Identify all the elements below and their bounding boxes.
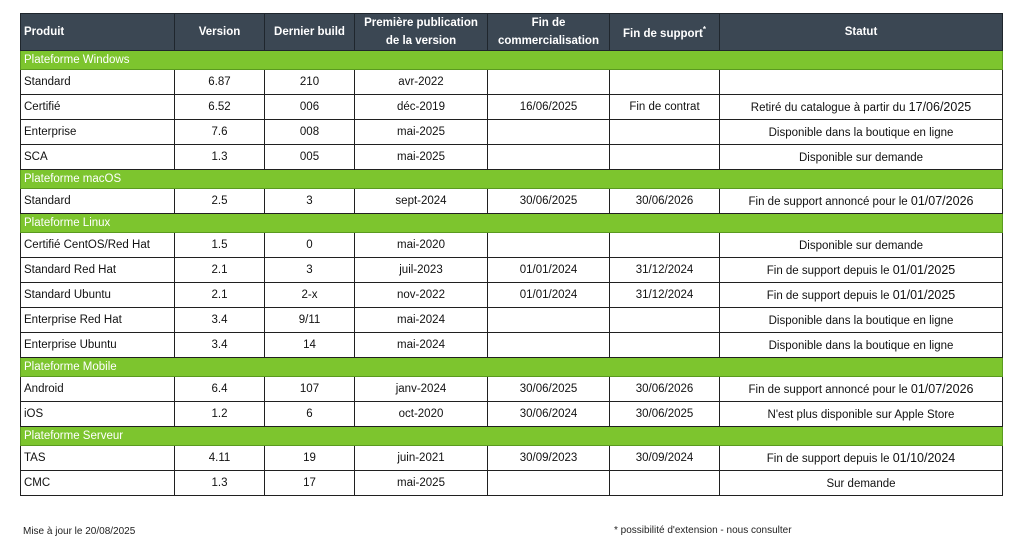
cell-fin-support [610,70,720,95]
table-row [21,233,1003,258]
table-row [21,446,1003,471]
cell-fin-commercialisation [488,233,610,258]
cell-fin-commercialisation: 01/01/2024 [488,258,610,283]
cell-statut [720,333,1003,358]
header-fin-support [610,14,720,51]
cell-build: 9/11 [265,308,355,333]
cell-statut [720,308,1003,333]
statut-text: Fin de support annoncé pour le [748,384,911,396]
statut-text: N'est plus disponible sur Apple Store [767,409,955,421]
cell-build: 107 [265,377,355,402]
cell-fin-commercialisation [488,145,610,170]
table-row [21,283,1003,308]
group-label: Plateforme macOS [21,170,1003,189]
cell-fin-commercialisation: 30/06/2024 [488,402,610,427]
cell-publication: mai-2025 [355,120,488,145]
header-publication-line1: Première publication [364,17,478,29]
cell-produit: TAS [21,446,175,471]
table-row [21,258,1003,283]
cell-fin-support [610,471,720,496]
cell-publication: oct-2020 [355,402,488,427]
header-version: Version [175,14,265,51]
cell-publication: juil-2023 [355,258,488,283]
table-row [21,402,1003,427]
cell-fin-support [610,333,720,358]
statut-text: Sur demande [826,478,896,490]
cell-publication: mai-2025 [355,471,488,496]
table-row [21,377,1003,402]
header-produit: Produit [21,14,175,51]
statut-text: Disponible dans la boutique en ligne [768,315,954,327]
statut-text: Disponible dans la boutique en ligne [768,340,954,352]
statut-text: Fin de support depuis le [766,290,893,302]
statut-date: 01/07/2026 [910,382,974,396]
cell-fin-commercialisation: 30/06/2025 [488,189,610,214]
cell-build: 3 [265,258,355,283]
cell-version: 6.4 [175,377,265,402]
cell-produit: Android [21,377,175,402]
header-support-footnote-mark: * [702,25,706,35]
cell-produit: Enterprise Ubuntu [21,333,175,358]
cell-produit: CMC [21,471,175,496]
table-row [21,471,1003,496]
table-row [21,308,1003,333]
cell-fin-support [610,145,720,170]
cell-publication: avr-2022 [355,70,488,95]
cell-version: 2.1 [175,283,265,308]
cell-fin-commercialisation: 30/06/2025 [488,377,610,402]
group-label: Plateforme Linux [21,214,1003,233]
cell-version: 2.5 [175,189,265,214]
cell-build: 008 [265,120,355,145]
table-row [21,333,1003,358]
cell-statut [720,471,1003,496]
cell-publication: mai-2020 [355,233,488,258]
cell-version: 2.1 [175,258,265,283]
header-fin-line2: commercialisation [498,35,599,47]
cell-fin-support [610,233,720,258]
cell-publication: janv-2024 [355,377,488,402]
cell-fin-commercialisation: 30/09/2023 [488,446,610,471]
group-label: Plateforme Serveur [21,427,1003,446]
cell-statut [720,377,1003,402]
cell-version: 1.2 [175,402,265,427]
cell-fin-support: 30/06/2026 [610,377,720,402]
cell-version: 1.3 [175,145,265,170]
cell-build: 006 [265,95,355,120]
statut-date: 01/10/2024 [892,451,956,465]
cell-publication: mai-2025 [355,145,488,170]
group-label: Plateforme Mobile [21,358,1003,377]
statut-text: Retiré du catalogue à partir du [750,102,909,114]
statut-text: Fin de support annoncé pour le [748,196,911,208]
cell-statut [720,233,1003,258]
group-row-mobile [21,358,1003,377]
cell-build: 2-x [265,283,355,308]
cell-version: 6.52 [175,95,265,120]
header-publication-line2: de la version [385,35,457,47]
cell-version: 1.3 [175,471,265,496]
cell-produit: iOS [21,402,175,427]
cell-produit: Certifié CentOS/Red Hat [21,233,175,258]
cell-build: 005 [265,145,355,170]
cell-fin-commercialisation [488,70,610,95]
cell-publication: déc-2019 [355,95,488,120]
cell-build: 17 [265,471,355,496]
statut-text: Fin de support depuis le [766,265,893,277]
cell-statut [720,446,1003,471]
header-statut: Statut [720,14,1003,51]
cell-produit: Enterprise [21,120,175,145]
cell-publication: mai-2024 [355,308,488,333]
statut-date: 01/01/2025 [892,288,956,302]
product-support-table-container [20,13,1002,496]
cell-produit: Certifié [21,95,175,120]
cell-produit: Standard Ubuntu [21,283,175,308]
cell-build: 6 [265,402,355,427]
cell-fin-commercialisation [488,471,610,496]
cell-publication: nov-2022 [355,283,488,308]
cell-produit: Enterprise Red Hat [21,308,175,333]
cell-statut [720,283,1003,308]
table-row [21,70,1003,95]
cell-fin-support: 31/12/2024 [610,283,720,308]
cell-fin-commercialisation: 16/06/2025 [488,95,610,120]
table-row [21,95,1003,120]
cell-fin-commercialisation: 01/01/2024 [488,283,610,308]
header-build: Dernier build [265,14,355,51]
cell-statut [720,70,1003,95]
product-support-table [20,13,1003,496]
header-fin-commercialisation [488,14,610,51]
cell-statut [720,120,1003,145]
cell-produit: SCA [21,145,175,170]
cell-statut [720,402,1003,427]
cell-fin-commercialisation [488,333,610,358]
group-label: Plateforme Windows [21,51,1003,70]
header-fin-line1: Fin de [531,17,566,29]
support-extension-footnote: * possibilité d'extension - nous consulter [614,525,792,536]
header-publication [355,14,488,51]
table-row [21,189,1003,214]
cell-build: 14 [265,333,355,358]
cell-version: 3.4 [175,308,265,333]
cell-build: 0 [265,233,355,258]
header-support-label: Fin de support [623,27,703,40]
statut-text: Disponible sur demande [798,240,924,252]
group-row-macos [21,170,1003,189]
cell-version: 7.6 [175,120,265,145]
statut-text: Disponible dans la boutique en ligne [768,127,954,139]
statut-text: Fin de support depuis le [766,453,893,465]
cell-statut [720,189,1003,214]
cell-fin-support [610,308,720,333]
cell-produit: Standard [21,189,175,214]
statut-date: 01/01/2025 [892,263,956,277]
cell-build: 210 [265,70,355,95]
cell-fin-support: 30/09/2024 [610,446,720,471]
cell-publication: juin-2021 [355,446,488,471]
cell-statut [720,258,1003,283]
cell-fin-support [610,120,720,145]
statut-date: 01/07/2026 [910,194,974,208]
statut-text: Disponible sur demande [798,152,924,164]
table-row [21,120,1003,145]
group-row-serveur [21,427,1003,446]
cell-version: 3.4 [175,333,265,358]
cell-fin-support: Fin de contrat [610,95,720,120]
cell-fin-support: 30/06/2025 [610,402,720,427]
statut-date: 17/06/2025 [908,100,972,114]
table-row [21,145,1003,170]
cell-produit: Standard [21,70,175,95]
cell-fin-commercialisation [488,308,610,333]
cell-produit: Standard Red Hat [21,258,175,283]
cell-fin-support: 30/06/2026 [610,189,720,214]
cell-statut [720,95,1003,120]
cell-version: 1.5 [175,233,265,258]
cell-statut [720,145,1003,170]
group-row-windows [21,51,1003,70]
cell-publication: sept-2024 [355,189,488,214]
cell-build: 3 [265,189,355,214]
cell-publication: mai-2024 [355,333,488,358]
last-updated-note: Mise à jour le 20/08/2025 [23,526,136,537]
group-row-linux [21,214,1003,233]
cell-build: 19 [265,446,355,471]
table-header-row [21,14,1003,51]
cell-version: 4.11 [175,446,265,471]
cell-fin-support: 31/12/2024 [610,258,720,283]
cell-fin-commercialisation [488,120,610,145]
cell-version: 6.87 [175,70,265,95]
